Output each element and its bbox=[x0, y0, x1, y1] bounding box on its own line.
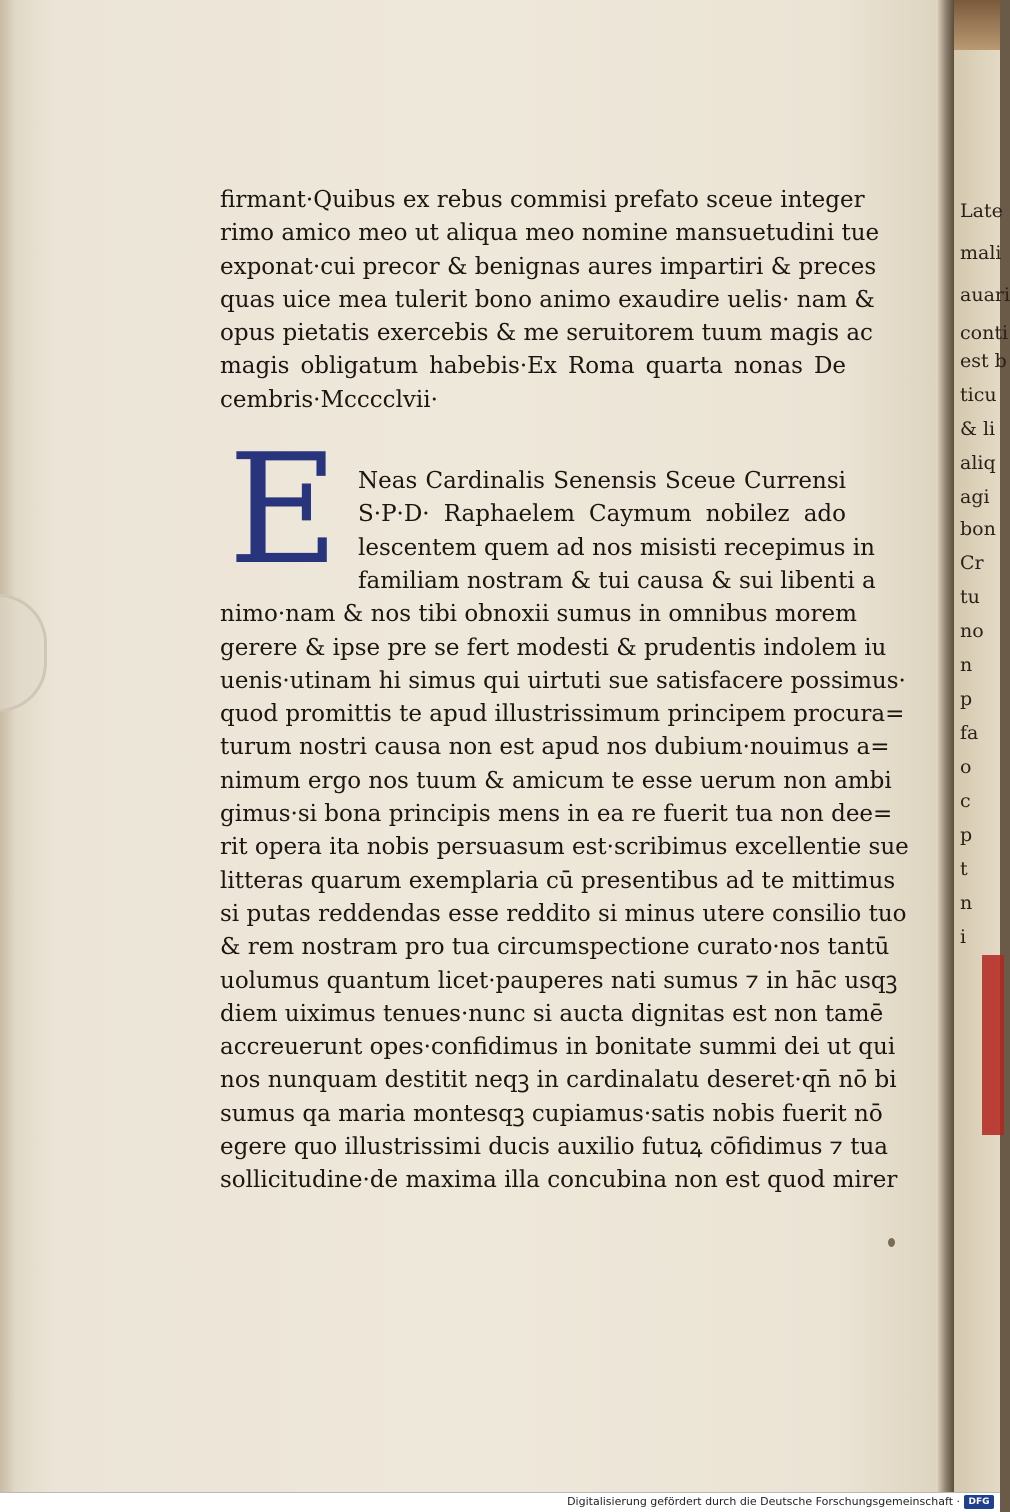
text-line: S·P·D· Raphaelem Caymum nobilez ado bbox=[358, 501, 846, 528]
adjacent-page-fragment: no bbox=[960, 620, 984, 642]
text-line: gerere & ipse pre se fert modesti & prudentis indolem iu bbox=[220, 634, 887, 661]
text-line: nimo·nam & nos tibi obnoxii sumus in omnibus morem bbox=[220, 601, 857, 628]
adjacent-page-fragment: ticu bbox=[960, 384, 997, 406]
text-line: nimum ergo nos tuum & amicum te esse uerum non ambi bbox=[220, 767, 892, 794]
text-line: cembris·Mcccclvii· bbox=[220, 386, 438, 413]
text-line: magis obligatum habebis·Ex Roma quarta nonas De bbox=[220, 353, 846, 380]
adjacent-page-fragment: n bbox=[960, 892, 973, 914]
letter-gap bbox=[220, 417, 846, 465]
adjacent-page-fragment: aliq bbox=[960, 452, 996, 474]
adjacent-page-fragment: t bbox=[960, 858, 968, 880]
adjacent-page-fragment: & li bbox=[960, 418, 996, 440]
text-line: sumus qa maria montesqꝫ cupiamus·satis nobis fuerit nō bbox=[220, 1100, 883, 1127]
text-line: Neas Cardinalis Senensis Sceue Currensi bbox=[358, 468, 846, 495]
text-line: opus pietatis exercebis & me seruitorem tuum magis ac bbox=[220, 320, 873, 347]
dfg-credit-text: Digitalisierung gefördert durch die Deutsche Forschungsgemeinschaft · bbox=[567, 1495, 960, 1508]
adjacent-page-fragment: c bbox=[960, 790, 971, 812]
text-line: & rem nostram pro tua circumspectione curato·nos tantū bbox=[220, 934, 890, 961]
rubric-initial-fragment bbox=[982, 955, 1004, 1135]
adjacent-page bbox=[954, 0, 1010, 1492]
adjacent-page-fragment: o bbox=[960, 756, 972, 778]
text-line: litteras quarum exemplaria cū presentibus ad te mittimus bbox=[220, 867, 896, 894]
text-line: lescentem quem ad nos misisti recepimus in bbox=[358, 534, 875, 561]
page-edge-shadow bbox=[0, 0, 16, 1492]
letter-two bbox=[220, 465, 909, 1198]
book-gutter bbox=[936, 0, 954, 1492]
adjacent-page-fragment: p bbox=[960, 688, 973, 710]
adjacent-page-fragment: agi bbox=[960, 486, 990, 508]
adjacent-page-fragment: Cr bbox=[960, 552, 984, 574]
text-line: rimo amico meo ut aliqua meo nomine mansuetudini tue bbox=[220, 220, 880, 247]
adjacent-page-fragment: Late bbox=[960, 200, 1003, 222]
printed-text-block bbox=[220, 184, 909, 1198]
adjacent-page-fragment: auari bbox=[960, 284, 1010, 306]
adjacent-page-fragment: tu bbox=[960, 586, 980, 608]
dfg-logo: DFG bbox=[964, 1495, 994, 1509]
binding-edge bbox=[954, 0, 1000, 50]
text-line: egere quo illustrissimi ducis auxilio futuꝝ cōfidimus ⁊ tua bbox=[220, 1134, 888, 1161]
adjacent-page-fragment: conti bbox=[960, 322, 1009, 344]
text-line: gimus·si bona principis mens in ea re fuerit tua non dee= bbox=[220, 801, 893, 828]
text-line: turum nostri causa non est apud nos dubium·nouimus a= bbox=[220, 734, 890, 761]
adjacent-page-fragment: p bbox=[960, 824, 973, 846]
text-line: firmant·Quibus ex rebus commisi prefato sceue integer bbox=[220, 187, 865, 213]
text-line: uolumus quantum licet·pauperes nati sumus ⁊ in hāc usqꝫ bbox=[220, 967, 898, 994]
text-line: exponat·cui precor & benignas aures impartiri & preces bbox=[220, 253, 877, 280]
adjacent-page-fragment: i bbox=[960, 926, 967, 948]
clasp-mark bbox=[0, 594, 47, 712]
text-line: accreuerunt opes·confidimus in bonitate summi dei ut qui bbox=[220, 1034, 896, 1061]
text-line: sollicitudine·de maxima illa concubina non est quod mirer bbox=[220, 1167, 898, 1194]
text-line: diem uiximus tenues·nunc si aucta dignitas est non tamē bbox=[220, 1000, 884, 1027]
adjacent-page-fragment: mali bbox=[960, 242, 1002, 264]
text-line: nos nunquam destitit neqꝫ in cardinalatu deseret·qn̄ nō bi bbox=[220, 1067, 897, 1094]
ink-spot bbox=[888, 1238, 895, 1247]
text-line: quod promittis te apud illustrissimum principem procura= bbox=[220, 701, 905, 728]
text-line: familiam nostram & tui causa & sui libenti a bbox=[358, 567, 876, 594]
adjacent-page-fragment: bon bbox=[960, 518, 996, 540]
illuminated-initial: E bbox=[228, 421, 339, 598]
adjacent-page-fragment: fa bbox=[960, 722, 979, 744]
letter-one bbox=[220, 184, 880, 417]
adjacent-page-fragment: est b bbox=[960, 350, 1007, 372]
text-line: rit opera ita nobis persuasum est·scribimus excellentie sue bbox=[220, 834, 909, 861]
text-line: uenis·utinam hi simus qui uirtuti sue satisfacere possimus· bbox=[220, 667, 906, 694]
text-line: quas uice mea tulerit bono animo exaudire uelis· nam & bbox=[220, 286, 875, 313]
digitization-footer bbox=[0, 1492, 1000, 1512]
text-line: si putas reddendas esse reddito si minus utere consilio tuo bbox=[220, 900, 907, 927]
adjacent-page-fragment: n bbox=[960, 654, 973, 676]
